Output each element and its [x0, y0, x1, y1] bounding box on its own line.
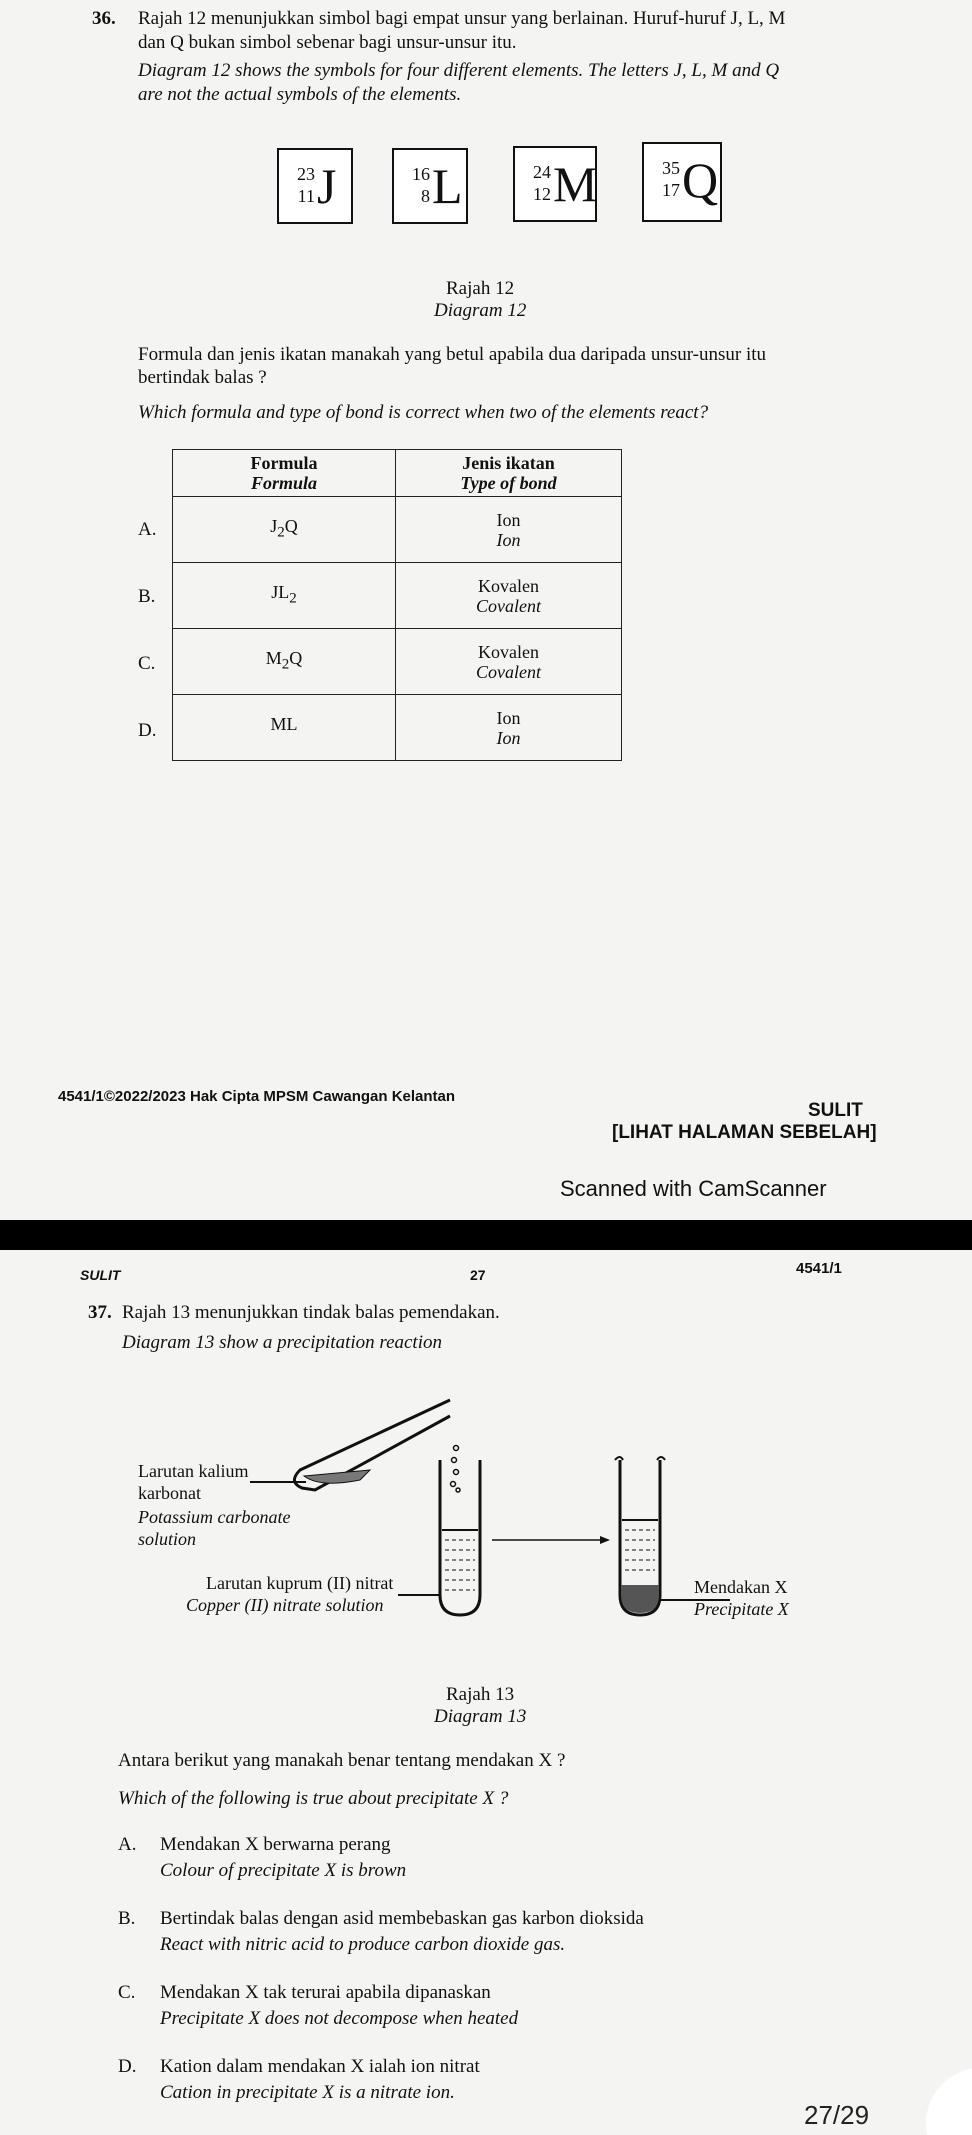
pouring-test-tube [250, 1400, 450, 1490]
camscanner-watermark: Scanned with CamScanner [560, 1176, 827, 1201]
diagram-12-caption-ms: Rajah 12 [446, 278, 515, 299]
element-symbol-q [642, 142, 722, 222]
element-symbol-m [513, 146, 597, 222]
q37-stem-en: Diagram 13 show a precipitation reaction [122, 1332, 442, 1353]
bond-cell: Ion Ion [396, 695, 622, 761]
label-potassium-carbonate-ms-1: Larutan kalium [138, 1461, 249, 1481]
element-letter: L [432, 158, 463, 214]
q36-stem-en-line1: Diagram 12 shows the symbols for four different elements. The letters J, L, M and Q [138, 60, 780, 81]
diagram-13-caption-en: Diagram 13 [434, 1706, 527, 1727]
bond-cell: Ion Ion [396, 497, 622, 563]
mass-number: 23 [297, 164, 315, 184]
table-row [173, 629, 622, 695]
option-a-ms: Mendakan X berwarna perang [160, 1834, 391, 1855]
header-formula: Formula Formula [173, 450, 396, 497]
mass-number: 24 [533, 162, 551, 182]
left-test-tube [398, 1460, 480, 1615]
q36-question-ms-line1: Formula dan jenis ikatan manakah yang betul apabila dua daripada unsur-unsur itu [138, 344, 767, 365]
proton-number: 11 [297, 186, 315, 206]
label-copper-nitrate-en: Copper (II) nitrate solution [186, 1595, 384, 1615]
falling-drops [451, 1446, 461, 1493]
q36-stem-en-line2: are not the actual symbols of the elements. [138, 84, 462, 105]
reaction-arrow [492, 1536, 610, 1544]
option-b-letter: B. [138, 586, 156, 607]
proton-number: 8 [421, 186, 430, 206]
question-37-number: 37. [88, 1302, 112, 1323]
option-d-letter: D. [138, 720, 157, 741]
table-header-row [173, 450, 622, 497]
q37-question-en: Which of the following is true about precipitate X ? [118, 1788, 509, 1809]
q36-question-en: Which formula and type of bond is correct when two of the elements react? [138, 402, 709, 423]
option-b-letter: B. [118, 1908, 136, 1929]
table-row [173, 695, 622, 761]
option-b-ms: Bertindak balas dengan asid membebaskan gas karbon dioksida [160, 1908, 644, 1929]
q36-options-table [172, 449, 622, 761]
paper-code: 4541/1 [796, 1260, 842, 1277]
copyright-footer: 4541/1©2022/2023 Hak Cipta MPSM Cawangan Kelantan [58, 1088, 456, 1105]
element-letter: M [553, 156, 598, 212]
label-copper-nitrate-ms: Larutan kuprum (II) nitrat [206, 1573, 394, 1593]
option-a-letter: A. [118, 1834, 137, 1855]
option-b-en: React with nitric acid to produce carbon dioxide gas. [160, 1934, 566, 1955]
label-potassium-carbonate-en-2: solution [138, 1529, 197, 1549]
bond-cell: Kovalen Covalent [396, 629, 622, 695]
q37-question-ms: Antara berikut yang manakah benar tentang mendakan X ? [118, 1750, 566, 1771]
label-potassium-carbonate-ms-2: karbonat [138, 1483, 201, 1503]
option-d-letter: D. [118, 2056, 137, 2077]
bond-cell: Kovalen Covalent [396, 563, 622, 629]
label-precipitate-en: Precipitate X [694, 1599, 789, 1619]
lihat-halaman-footer: [LIHAT HALAMAN SEBELAH] [612, 1122, 877, 1143]
option-d-ms: Kation dalam mendakan X ialah ion nitrat [160, 2056, 480, 2077]
option-a-letter: A. [138, 519, 157, 540]
q37-stem-ms: Rajah 13 menunjukkan tindak balas pemendakan. [122, 1302, 500, 1323]
header-bond-type: Jenis ikatan Type of bond [396, 450, 622, 497]
mass-number: 16 [412, 164, 430, 184]
mass-number: 35 [662, 158, 680, 178]
q36-stem-ms-line2: dan Q bukan simbol sebenar bagi unsur-unsur itu. [138, 32, 517, 53]
formula-cell: $J_2Q$ [173, 497, 396, 563]
table-row [173, 563, 622, 629]
scroll-handle[interactable] [926, 2068, 972, 2135]
formula-cell: $M_2Q$ [173, 629, 396, 695]
diagram-12-caption-en: Diagram 12 [434, 300, 527, 321]
option-c-en: Precipitate X does not decompose when heated [160, 2008, 519, 2029]
label-precipitate-ms: Mendakan X [694, 1577, 788, 1597]
option-d-en: Cation in precipitate X is a nitrate ion. [160, 2082, 455, 2103]
page-counter: 27/29 [804, 2100, 870, 2130]
formula-cell: ML [173, 695, 396, 761]
formula-cell: $JL_2$ [173, 563, 396, 629]
scanned-page-2 [0, 1250, 972, 2135]
table-row [173, 497, 622, 563]
page-number: 27 [470, 1267, 486, 1283]
option-a-en: Colour of precipitate X is brown [160, 1860, 407, 1881]
proton-number: 12 [533, 184, 551, 204]
q36-stem-ms-line1: Rajah 12 menunjukkan simbol bagi empat unsur yang berlainan. Huruf-huruf J, L, M [138, 8, 786, 29]
proton-number: 17 [662, 180, 680, 200]
q36-question-ms-line2: bertindak balas ? [138, 367, 267, 388]
diagram-13-caption-ms: Rajah 13 [446, 1684, 515, 1705]
element-letter: J [317, 158, 337, 214]
label-potassium-carbonate-en-1: Potassium carbonate [138, 1507, 291, 1527]
element-symbol-j [277, 148, 353, 224]
option-c-ms: Mendakan X tak terurai apabila dipanaskan [160, 1982, 491, 2003]
question-36-number: 36. [92, 8, 116, 29]
option-c-letter: C. [138, 653, 156, 674]
option-c-letter: C. [118, 1982, 136, 2003]
sulit-footer: SULIT [808, 1100, 863, 1121]
element-letter: Q [682, 152, 719, 208]
sulit-header: SULIT [80, 1267, 121, 1283]
element-symbol-l [392, 148, 468, 224]
